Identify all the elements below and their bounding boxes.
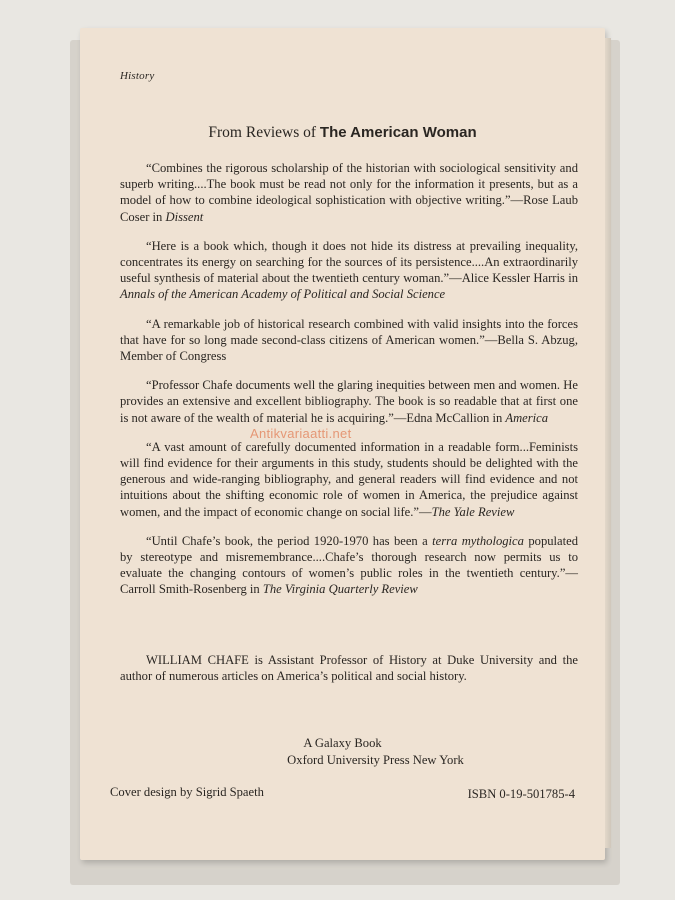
- review-quote: [120, 439, 578, 520]
- imprint-name: A Galaxy Book: [303, 736, 382, 750]
- publisher-name: Oxford University Press New York: [287, 753, 464, 767]
- watermark-text: Antikvariaatti.net: [250, 426, 352, 441]
- author-bio: WILLIAM CHAFE is Assistant Professor of History at Duke University and the author of numerous articles on America’s political and social history.: [120, 653, 578, 684]
- cover-design-credit: Cover design by Sigrid Spaeth: [110, 785, 264, 799]
- review-text: “Combines the rigorous scholarship of the historian with sociological sensitivity and superb writing....The book must be read not only for the information it presents, but as a model of how to combine ideological sophistication with objective writing.”—Rose Laub Coser in: [120, 161, 578, 224]
- book-title: The American Woman: [319, 124, 477, 141]
- review-quote: [120, 160, 578, 225]
- review-text: populated by stereotype and misremembrance....Chafe’s thorough research now permits us to evaluate the changing contours of women’s public roles in the twentieth century.”—Carroll Smith-Rosenberg in: [120, 533, 579, 597]
- review-source: The Virginia Quarterly Review: [262, 582, 418, 597]
- book-back-cover: [80, 28, 605, 860]
- publisher-block: [80, 735, 605, 769]
- review-source: Dissent: [165, 209, 204, 224]
- review-quote: [120, 238, 578, 303]
- review-source: The Yale Review: [431, 504, 515, 519]
- reviews-list: [120, 160, 578, 611]
- reviews-heading: [80, 124, 605, 142]
- review-term: terra mythologica: [432, 533, 524, 548]
- review-source: Annals of the American Academy of Political and Social Science: [120, 287, 446, 302]
- review-source: America: [505, 410, 549, 425]
- review-text: “Professor Chafe documents well the glaring inequities between men and women. He provides an extensive and excellent bibliography. The book is so readable that at first one is not aware of the wealth of material he is acquiring.”—Edna McCallion in: [120, 378, 578, 425]
- review-quote: [120, 377, 578, 426]
- review-quote: [120, 316, 578, 365]
- review-text: “A remarkable job of historical research combined with valid insights into the forces that have for so long made second-class citizens of American women.”—Bella S. Abzug, Member of Congress: [120, 316, 578, 364]
- review-text: “Until Chafe’s book, the period 1920-1970 has been a: [146, 533, 433, 548]
- category-label: History: [120, 70, 155, 82]
- reviews-heading-prefix: From Reviews of: [208, 124, 320, 141]
- book-page-edge: [605, 38, 611, 848]
- isbn-label: ISBN 0-19-501785-4: [467, 787, 575, 801]
- review-quote: [120, 533, 578, 598]
- review-text: “Here is a book which, though it does not hide its distress at prevailing inequality, concentrates its energy on searching for the sources of its persistence....An extraordinarily useful synthesis of material about the twentieth century woman.”—Alice Kessler Harris in: [120, 238, 578, 286]
- review-text: “A vast amount of carefully documented information in a readable form...Feminists will find evidence for their arguments in this study, students should be delighted with the generous and wide-ranging bibliography, and general readers will find evidence and not intuitions about the shifting economic role of women in America, the prejudice against women, and the impact of economic change on social life.”—: [120, 439, 578, 519]
